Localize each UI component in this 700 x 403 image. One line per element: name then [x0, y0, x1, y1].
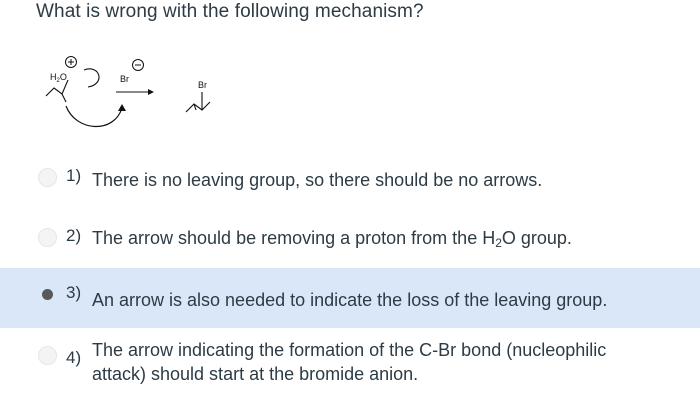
option-number-4: 4) — [66, 348, 82, 367]
option-number-1: 1) — [66, 166, 82, 185]
option-text-2-part2: O group. — [501, 228, 572, 248]
product-label: Br — [198, 80, 207, 90]
radio-button-3[interactable] — [38, 285, 57, 304]
option-text-4-line2: attack) should start at the bromide anion. — [92, 364, 419, 384]
question-text: What is wrong with the following mechanism? — [36, 1, 424, 22]
answer-option-2[interactable] — [0, 220, 700, 258]
option-text-2 — [92, 226, 572, 250]
radio-button-4[interactable] — [38, 346, 57, 365]
curved-arrow-2 — [66, 106, 122, 127]
curved-arrow-1 — [84, 69, 99, 87]
option-text-2-part1: The arrow should be removing a proton from the H — [92, 228, 496, 248]
option-text-1: There is no leaving group, so there should be no arrows. — [92, 170, 543, 190]
answer-option-1[interactable] — [0, 160, 700, 198]
nucleophile-label: Br — [120, 74, 129, 84]
reactant-label: $H_2O$ — [50, 72, 67, 84]
answer-option-3[interactable] — [0, 268, 700, 328]
radio-button-1[interactable] — [38, 168, 57, 187]
mechanism-svg — [40, 54, 240, 134]
product-skeleton — [186, 102, 210, 112]
answer-option-4[interactable] — [0, 338, 700, 394]
option-text-4-line1: The arrow indicating the formation of the C-Br bond (nucleophilic — [92, 340, 607, 360]
option-text-3: An arrow is also needed to indicate the loss of the leaving group. — [92, 290, 608, 310]
mechanism-diagram — [40, 54, 240, 134]
option-number-3: 3) — [66, 283, 82, 302]
option-number-2: 2) — [66, 226, 82, 245]
radio-button-2[interactable] — [38, 228, 57, 247]
option-text-2-subscript: 2 — [495, 236, 502, 250]
